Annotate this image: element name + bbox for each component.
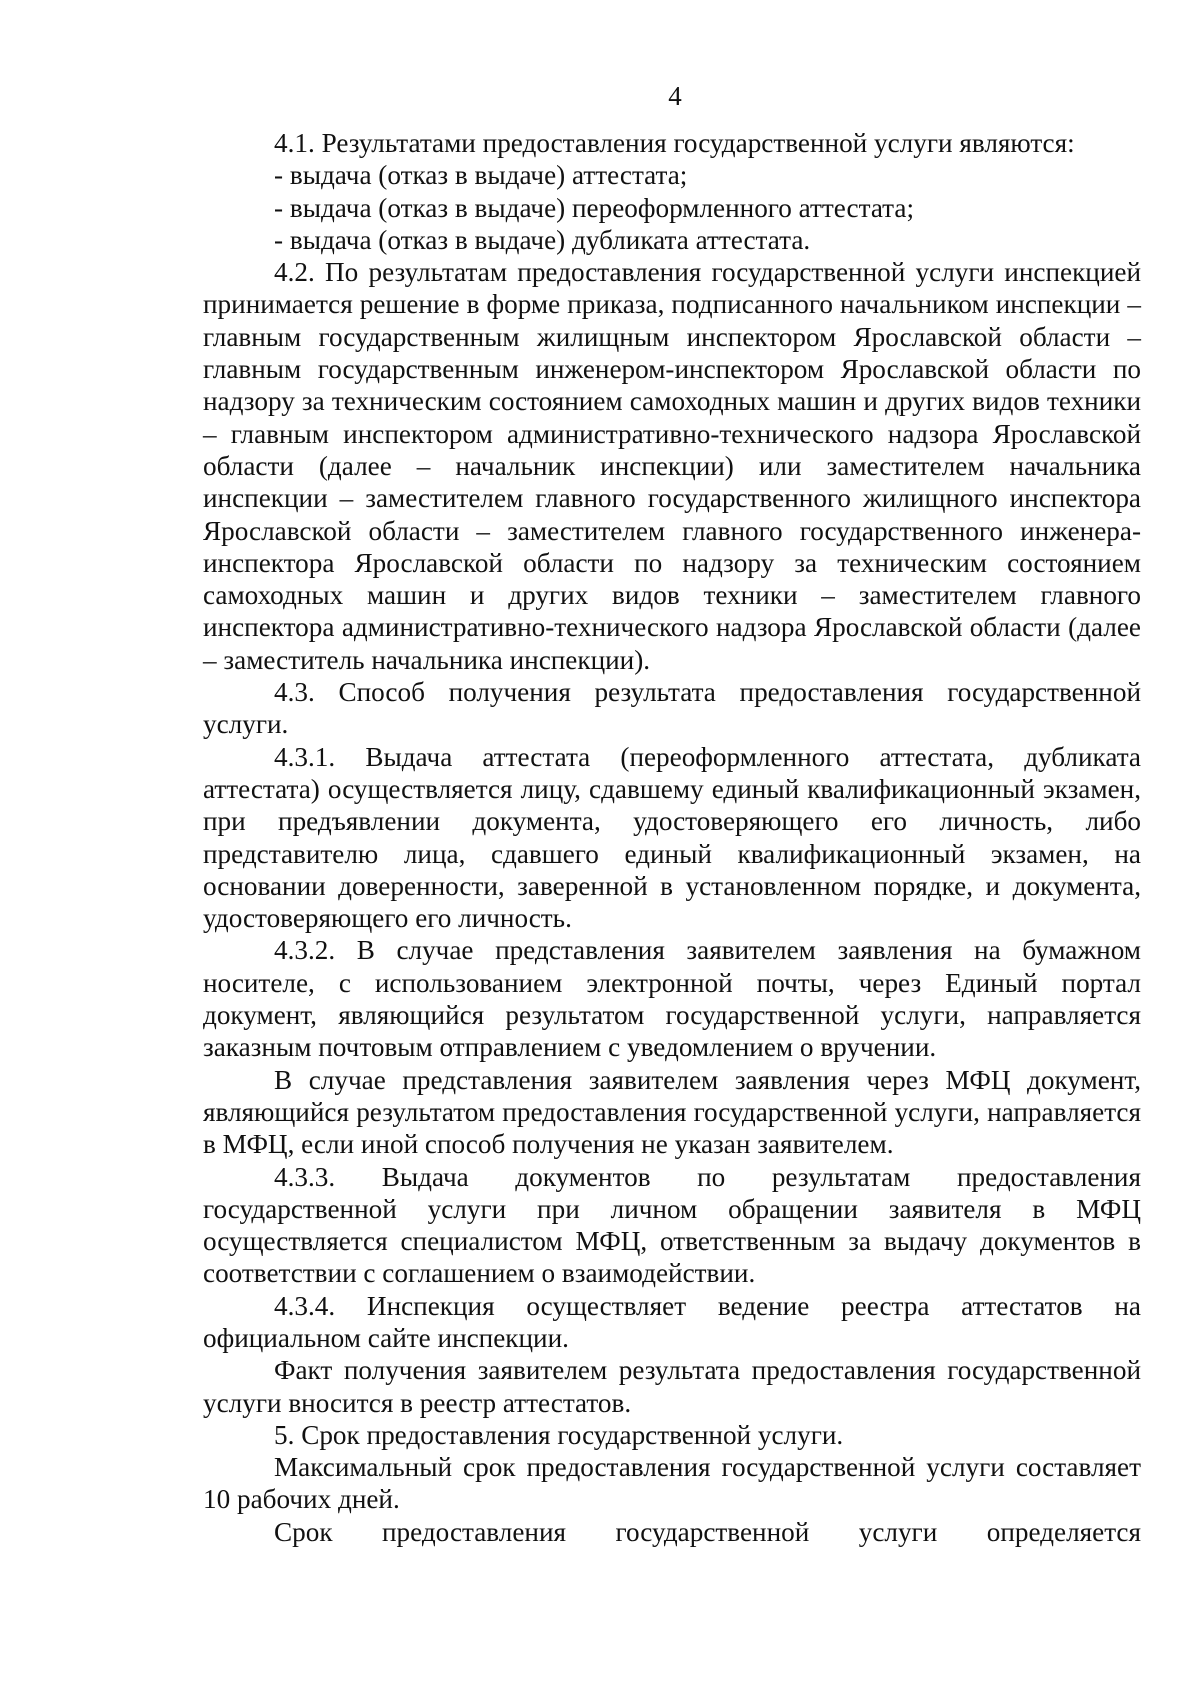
page-number: 4 xyxy=(668,81,682,111)
paragraph-5: 5. Срок предоставления государственной услуги. xyxy=(274,1419,844,1450)
paragraph-4-3-2: 4.3.2. В случае представления заявителем заявления на бумажном носителе, с использованием электронной почты, через Единый портал документ, являющийся результатом государственной услуги, направляется заказным почтовым отправлением с уведомлением о вручении. xyxy=(203,935,1141,1063)
list-item-reissued-attestat: - выдача (отказ в выдаче) переоформленного аттестата; xyxy=(274,192,915,223)
paragraph-4-2: 4.2. По результатам предоставления государственной услуги инспекцией принимается решение в форме приказа, подписанного начальником инспекции – главным государственным жилищным инспектором Ярославской области – главным государственным инженером-инспектором Ярославской области по надзору за техническим состоянием самоходных машин и других видов техники – главным инспектором административно-технического надзора Ярославской области (далее – начальник инспекции) или заместителем начальника инспекции – заместителем главного государственного жилищного инспектора Ярославской области – заместителем главного государственного инженера-инспектора Ярославской области по надзору за техническим состоянием самоходных машин и других видов техники – заместителем главного инспектора административно-технического надзора Ярославской области (далее – заместитель начальника инспекции). xyxy=(203,257,1141,675)
list-item-attestat: - выдача (отказ в выдаче) аттестата; xyxy=(274,160,688,191)
paragraph-5-term-defined: Срок предоставления государственной услуги определяется xyxy=(274,1516,1141,1547)
paragraph-4-3-1: 4.3.1. Выдача аттестата (переоформленного аттестата, дубликата аттестата) осуществляется лицу, сдавшему единый квалификационный экзамен, при предъявлении документа, удостоверяющего его личность, либо представителю лица, сдавшего единый квалификационный экзамен, на основании доверенности, заверенной в установленном порядке, и документа, удостоверяющего его личность. xyxy=(203,741,1141,934)
paragraph-4-3: 4.3. Способ получения результата предоставления государственной услуги. xyxy=(203,677,1141,740)
paragraph-5-max-term: Максимальный срок предоставления государственной услуги составляет 10 рабочих дней. xyxy=(203,1452,1141,1515)
list-item-duplicate-attestat: - выдача (отказ в выдаче) дубликата аттестата. xyxy=(274,224,811,255)
paragraph-4-3-3: 4.3.3. Выдача документов по результатам предоставления государственной услуги при личном обращении заявителя в МФЦ осуществляется специалистом МФЦ, ответственным за выдачу документов в соответствии с соглашением о взаимодействии. xyxy=(203,1161,1141,1289)
paragraph-4-1: 4.1. Результатами предоставления государственной услуги являются: xyxy=(274,128,1075,158)
paragraph-4-3-4-fact: Факт получения заявителем результата предоставления государственной услуги вносится в реестр аттестатов. xyxy=(203,1355,1141,1418)
document-body xyxy=(203,127,1141,1548)
paragraph-4-3-4: 4.3.4. Инспекция осуществляет ведение реестра аттестатов на официальном сайте инспекции. xyxy=(203,1290,1141,1353)
paragraph-4-3-2-mfc: В случае представления заявителем заявления через МФЦ документ, являющийся результатом предоставления государственной услуги, направляется в МФЦ, если иной способ получения не указан заявителем. xyxy=(203,1064,1141,1160)
